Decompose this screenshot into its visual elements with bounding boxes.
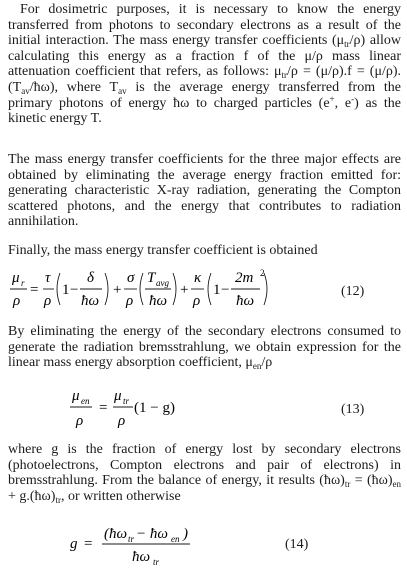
svg-text:ρ: ρ xyxy=(13,293,21,309)
svg-text:g: g xyxy=(70,536,78,552)
svg-text:1: 1 xyxy=(213,282,221,298)
equation-12-number: (12) xyxy=(341,284,365,299)
svg-text:=: = xyxy=(84,536,93,552)
paragraph-intro: For dosimetric purposes, it is necessary to know the energy transferred from photons to secondary electrons as a result of the initial interaction. The mass energy transfer coefficients $(\mu_{tr}/\rho)$ allow calculating this energy as a fraction f of the μ/ρ mass linear attenuation coefficient that refers, as follows: $\mu_{tr}/\rho = (\mu/\rho).f$ = $(\mu/\rho).(T_{av}/ħ\omega)$, where $T_{av}$ is the average energy transferred from the primary photons of energy ħω to charged particles (e+, e-) as the kinetic energy T. xyxy=(8,2,402,127)
equation-13-number: (13) xyxy=(341,402,365,417)
svg-text:−: − xyxy=(221,282,230,298)
svg-text:tr: tr xyxy=(153,557,160,567)
svg-text:1: 1 xyxy=(62,282,70,298)
paragraph-absorption: By eliminating the energy of the secondary electrons consumed to generate the radiation bremsstrahlung, we obtain expression for the linear mass energy absorption coefficient, $\mu_{en}/\rho$ xyxy=(8,324,401,372)
svg-text:ρ: ρ xyxy=(44,293,52,309)
svg-text:ħω: ħω xyxy=(132,549,151,565)
svg-text:): ) xyxy=(183,526,188,542)
svg-text:ρ: ρ xyxy=(193,293,201,309)
equation-14-number: (14) xyxy=(285,537,309,552)
svg-text:en: en xyxy=(81,396,90,406)
equation-12 xyxy=(10,268,330,312)
svg-text:=: = xyxy=(99,400,108,416)
svg-text:σ: σ xyxy=(127,270,135,286)
svg-text:T: T xyxy=(147,270,156,286)
paragraph-bremsstrahlung: where g is the fraction of energy lost by secondary electrons (photoelectrons, Compton electrons and pair of electrons) in bremsstrahlung. From the balance of energy, it results $(ħ\omega)_{tr}$ = $(ħ\omega)_{en}$ + $g.(ħ\omega)_{tr}$, or written otherwise xyxy=(8,442,401,505)
svg-text:ħω: ħω xyxy=(81,293,100,309)
svg-text:ρ: ρ xyxy=(118,413,126,429)
svg-text:r: r xyxy=(21,278,25,288)
svg-text:ρ: ρ xyxy=(126,293,134,309)
svg-text:μ: μ xyxy=(12,270,20,286)
svg-text:(ħω: (ħω xyxy=(104,526,128,542)
svg-text:− ħω: − ħω xyxy=(136,526,168,542)
equation-14 xyxy=(70,524,230,574)
svg-text:+: + xyxy=(180,282,189,298)
svg-text:δ: δ xyxy=(87,270,94,286)
svg-text:τ: τ xyxy=(45,270,51,286)
svg-text:ħω: ħω xyxy=(236,293,255,309)
paragraph-transfer-coefficients: The mass energy transfer coefficients for the three major effects are obtained by eliminating the average energy fraction emitted for: generating characteristic X-ray radiation, generating the Compton scattered photons, and the energy that contributes to radiation annihilation. xyxy=(8,152,401,230)
svg-text:+: + xyxy=(113,282,122,298)
svg-text:2: 2 xyxy=(260,268,265,278)
paragraph-finally: Finally, the mass energy transfer coefficient is obtained xyxy=(8,243,318,258)
svg-text:tr: tr xyxy=(128,534,135,544)
svg-text:(1 − g): (1 − g) xyxy=(134,400,175,416)
equation-13 xyxy=(70,383,190,431)
svg-text:avg: avg xyxy=(156,278,169,288)
svg-text:tr: tr xyxy=(123,396,130,406)
svg-text:en: en xyxy=(171,534,180,544)
svg-text:μ: μ xyxy=(72,388,80,404)
svg-text:ħω: ħω xyxy=(149,293,168,309)
svg-text:2m: 2m xyxy=(235,270,254,286)
svg-text:ρ: ρ xyxy=(76,413,84,429)
svg-text:=: = xyxy=(30,282,39,298)
svg-text:μ: μ xyxy=(114,388,122,404)
svg-text:−: − xyxy=(70,282,79,298)
svg-text:κ: κ xyxy=(194,270,202,286)
